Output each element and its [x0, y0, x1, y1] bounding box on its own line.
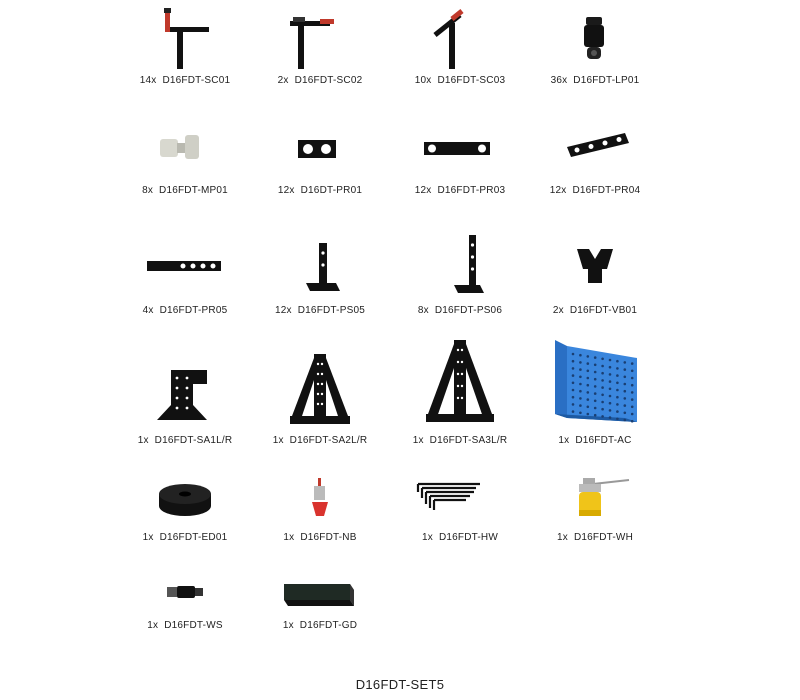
wire-sleeve-icon — [115, 570, 255, 620]
item-sa3: 1x D16FDT-SA3L/R — [390, 338, 530, 446]
item-sc01: 14x D16FDT-SC01 — [115, 5, 255, 86]
disc-icon — [115, 470, 255, 532]
item-lp01: 36x D16FDT-LP01 — [525, 5, 665, 86]
storage-rack-icon — [525, 338, 665, 435]
item-ac: 1x D16FDT-AC — [525, 338, 665, 446]
oil-can-icon — [525, 470, 665, 532]
item-sa1: 1x D16FDT-SA1L/R — [115, 350, 255, 446]
locking-pin-icon — [525, 5, 665, 75]
item-pr01: 12x D16DT-PR01 — [250, 115, 390, 196]
item-pr03: 12x D16FDT-PR03 — [390, 115, 530, 196]
screw-clamp-icon — [250, 5, 390, 75]
tall-support-frame-icon — [390, 338, 530, 435]
item-sa2: 1x D16FDT-SA2L/R — [250, 350, 390, 446]
v-block-icon — [525, 235, 665, 305]
tall-angle-bracket-icon — [390, 235, 530, 305]
item-hw: 1x D16FDT-HW — [390, 470, 530, 543]
support-angle-icon — [115, 350, 255, 435]
short-plate-icon — [250, 115, 390, 185]
support-frame-icon — [250, 350, 390, 435]
set-title: D16FDT-SET5 — [355, 677, 445, 692]
nylon-brush-icon — [250, 470, 390, 532]
item-vb01: 2x D16FDT-VB01 — [525, 235, 665, 316]
item-mp01: 8x D16FDT-MP01 — [115, 115, 255, 196]
hex-wrench-icon — [390, 470, 530, 532]
item-pr05: 4x D16FDT-PR05 — [115, 235, 255, 316]
gauge-block-icon — [250, 570, 390, 620]
medium-plate-icon — [390, 115, 530, 185]
item-wh: 1x D16FDT-WH — [525, 470, 665, 543]
item-ws: 1x D16FDT-WS — [115, 570, 255, 631]
item-sc03: 10x D16FDT-SC03 — [390, 5, 530, 86]
angle-bracket-icon — [250, 235, 390, 305]
item-gd: 1x D16FDT-GD — [250, 570, 390, 631]
long-plate-icon — [525, 115, 665, 185]
item-nb: 1x D16FDT-NB — [250, 470, 390, 543]
t-clamp-red-handle-icon — [115, 5, 255, 75]
item-sc02: 2x D16FDT-SC02 — [250, 5, 390, 86]
flat-bar-icon — [115, 235, 255, 305]
item-ed01: 1x D16FDT-ED01 — [115, 470, 255, 543]
angled-clamp-icon — [390, 5, 530, 75]
item-ps06: 8x D16FDT-PS06 — [390, 235, 530, 316]
item-ps05: 12x D16FDT-PS05 — [250, 235, 390, 316]
magnetic-pin-icon — [115, 115, 255, 185]
item-pr04: 12x D16FDT-PR04 — [525, 115, 665, 196]
